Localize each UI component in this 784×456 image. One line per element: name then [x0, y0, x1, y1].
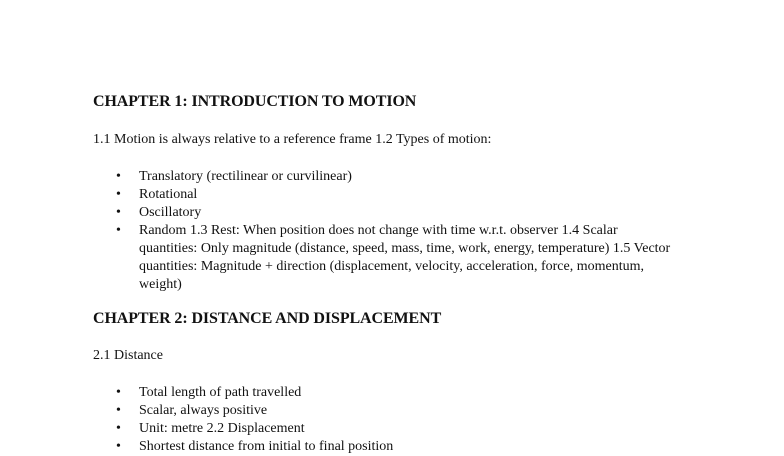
list-item	[93, 402, 679, 420]
list-item-text: Oscillatory	[139, 205, 202, 220]
bullet-icon: •	[116, 439, 121, 454]
list-item-text: Shortest distance from initial to final position	[139, 439, 394, 454]
bullet-icon: •	[116, 385, 121, 400]
list-item	[93, 168, 679, 186]
list-item-text: Translatory (rectilinear or curvilinear)	[139, 169, 352, 184]
bullet-icon: •	[116, 169, 121, 184]
bullet-icon: •	[116, 223, 121, 238]
chapter-2-bullet-list	[93, 384, 693, 456]
chapter-2-title: CHAPTER 2: DISTANCE AND DISPLACEMENT	[93, 310, 442, 327]
list-item-text: Scalar, always positive	[139, 403, 268, 418]
list-item-text: Rotational	[139, 187, 198, 202]
list-item-text: Unit: metre 2.2 Displacement	[139, 421, 305, 436]
chapter-1-title: CHAPTER 1: INTRODUCTION TO MOTION	[93, 93, 417, 110]
bullet-icon: •	[116, 403, 121, 418]
list-item	[93, 204, 679, 222]
chapter-1-paragraph: 1.1 Motion is always relative to a reference frame 1.2 Types of motion:	[93, 132, 492, 147]
bullet-icon: •	[116, 187, 121, 202]
bullet-icon: •	[116, 205, 121, 220]
chapter-2-paragraph: 2.1 Distance	[93, 348, 163, 363]
list-item	[93, 438, 679, 456]
chapter-1-bullet-list	[93, 168, 693, 294]
list-item-text: Total length of path travelled	[139, 385, 302, 400]
bullet-icon: •	[116, 421, 121, 436]
list-item	[93, 420, 679, 438]
list-item	[93, 222, 679, 294]
list-item	[93, 186, 679, 204]
list-item	[93, 384, 679, 402]
list-item-text: Random 1.3 Rest: When position does not change with time w.r.t. observer 1.4 Scalar quantities: Only magnitude (distance, speed, mass, time, work, energy, temperature) 1.5 Vector quantities: Magnitude + direction (displacement, velocity, acceleration, force, momentum, weight)	[139, 223, 671, 292]
document-content	[93, 92, 693, 456]
